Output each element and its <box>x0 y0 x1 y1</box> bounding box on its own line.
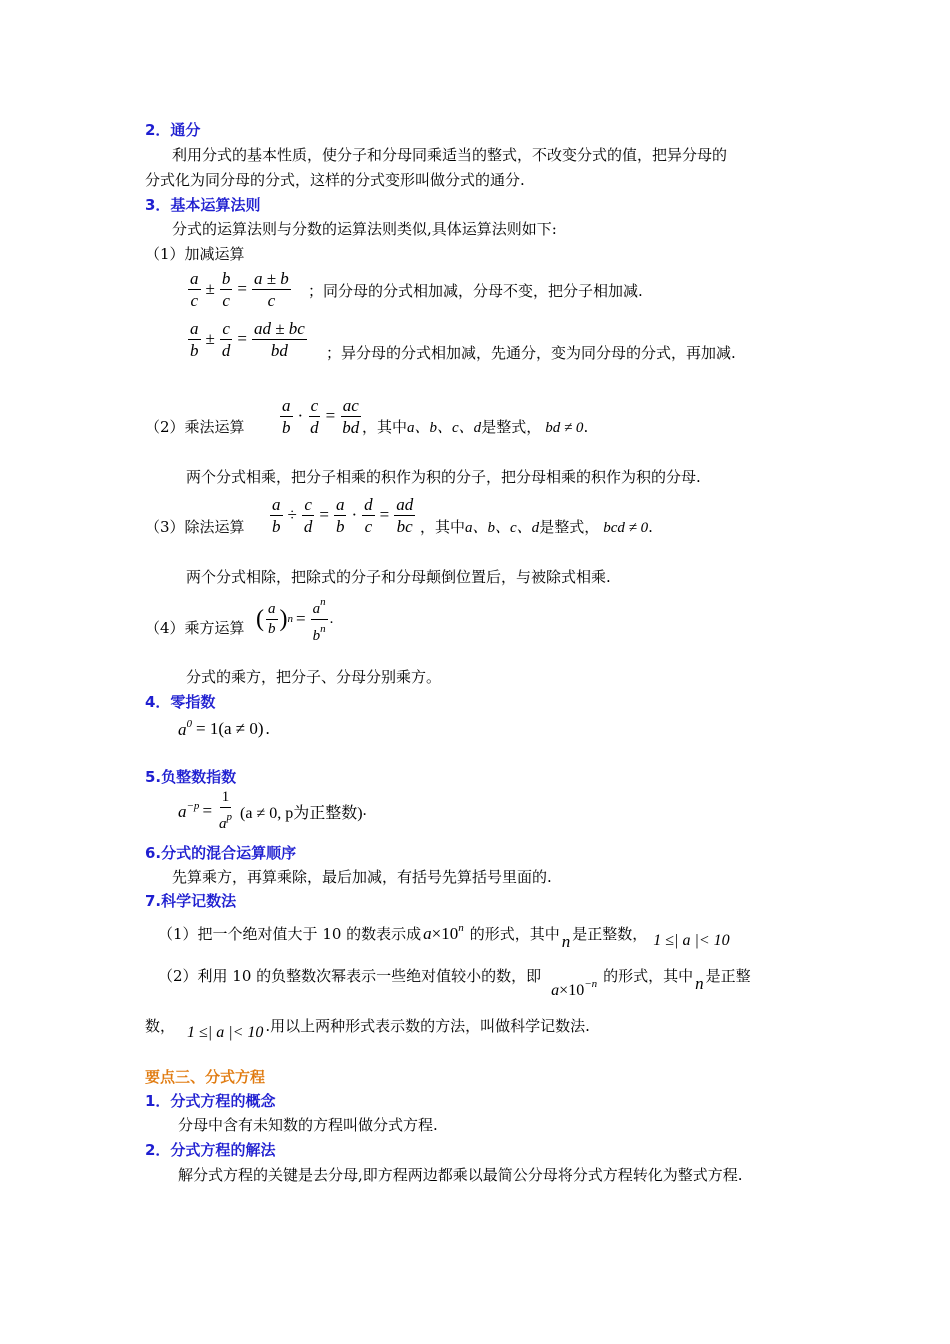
heading-sci-notation: 7.科学记数法 <box>145 892 237 910</box>
pow-label: （4）乘方运算 <box>145 619 245 637</box>
equation-concept-text: 分母中含有未知数的方程叫做分式方程. <box>178 1116 438 1134</box>
mul-label: （2）乘法运算 <box>145 418 245 436</box>
mixed-order-text: 先算乘方，再算乘除，最后加减，有括号先算括号里面的. <box>172 868 552 886</box>
heading-equation-solution: 2．分式方程的解法 <box>145 1141 276 1159</box>
heading-mixed-order: 6.分式的混合运算顺序 <box>145 844 297 862</box>
heading-basic-rules: 3．基本运算法则 <box>145 196 261 214</box>
tongfen-text-line1: 利用分式的基本性质，使分子和分母同乘适当的整式，不改变分式的值，把异分母的 <box>172 146 728 164</box>
formula-diff-denominator: $\frac{a}{b}$ ± $\frac{c}{d}$ = $\frac{ad \pm bc}{bd}$ <box>190 318 305 360</box>
sci-line3: 数， 1 ≤| a |< 10 .用以上两种形式表示数的方法，叫做科学记数法. <box>145 1017 590 1041</box>
formula-negative-exponent: $a^{-p}$ = $\frac{1}{a^p}$ (a ≠ 0, p为正整数) . <box>178 789 367 832</box>
formula-zero-exponent: $a^0$ = 1(a ≠ 0) . <box>178 718 270 739</box>
tongfen-text-line2: 分式化为同分母的分式，这样的分式变形叫做分式的通分. <box>145 171 525 189</box>
heading-equation-concept: 1．分式方程的概念 <box>145 1092 276 1110</box>
heading-negative-exponent: 5.负整数指数 <box>145 768 237 786</box>
mul-condition: ，其中a、b、c、d是整式， bd ≠ 0. <box>362 418 589 436</box>
formula-same-denominator: $\frac{a}{c}$ ± $\frac{b}{c}$ = $\frac{a \pm b}{c}$ <box>190 268 289 310</box>
div-condition: ，其中a、b、c、d是整式， bcd ≠ 0. <box>420 518 653 536</box>
formula-divide: $\frac{a}{b}$ ÷ $\frac{c}{d}$ = $\frac{a}{b}$ · $\frac{d}{c}$ = $\frac{ad}{bc}$ <box>272 494 414 536</box>
equation-solution-text: 解分式方程的关键是去分母,即方程两边都乘以最简公分母将分式方程转化为整式方程. <box>178 1166 743 1184</box>
mul-note: 两个分式相乘，把分子相乘的积作为积的分子，把分母相乘的积作为积的分母. <box>186 468 701 486</box>
diff-denominator-desc: ；异分母的分式相加减，先通分，变为同分母的分式，再加减. <box>326 344 736 362</box>
rules-intro: 分式的运算法则与分数的运算法则类似,具体运算法则如下: <box>172 220 557 238</box>
formula-multiply: $\frac{a}{b}$ · $\frac{c}{d}$ = $\frac{ac}{bd}$ <box>282 395 360 437</box>
add-sub-label: （1）加减运算 <box>145 245 245 263</box>
pow-note: 分式的乘方，把分子、分母分别乘方。 <box>186 668 442 686</box>
sci-line2: （2）利用 10 的负整数次幂表示一些绝对值较小的数，即$a\times 10^{-n}$ 的形式，其中 n 是正整 <box>158 967 751 999</box>
same-denominator-desc: ；同分母的分式相加减，分母不变，把分子相加减. <box>308 282 643 300</box>
heading-fractional-equation: 要点三、分式方程 <box>145 1068 266 1086</box>
formula-power: ( $\frac{a}{b}$ ) n = $\frac{a^n}{b^n}$ . <box>256 595 334 644</box>
heading-tongfen: 2．通分 <box>145 121 201 139</box>
div-note: 两个分式相除，把除式的分子和分母颠倒位置后，与被除式相乘. <box>186 568 611 586</box>
heading-zero-exponent: 4．零指数 <box>145 693 216 711</box>
div-label: （3）除法运算 <box>145 518 245 536</box>
sci-line1: （1）把一个绝对值大于 10 的数表示成 $a\times 10^n$ 的形式，其中 n 是正整数， 1 ≤| a |< 10 <box>158 922 730 951</box>
